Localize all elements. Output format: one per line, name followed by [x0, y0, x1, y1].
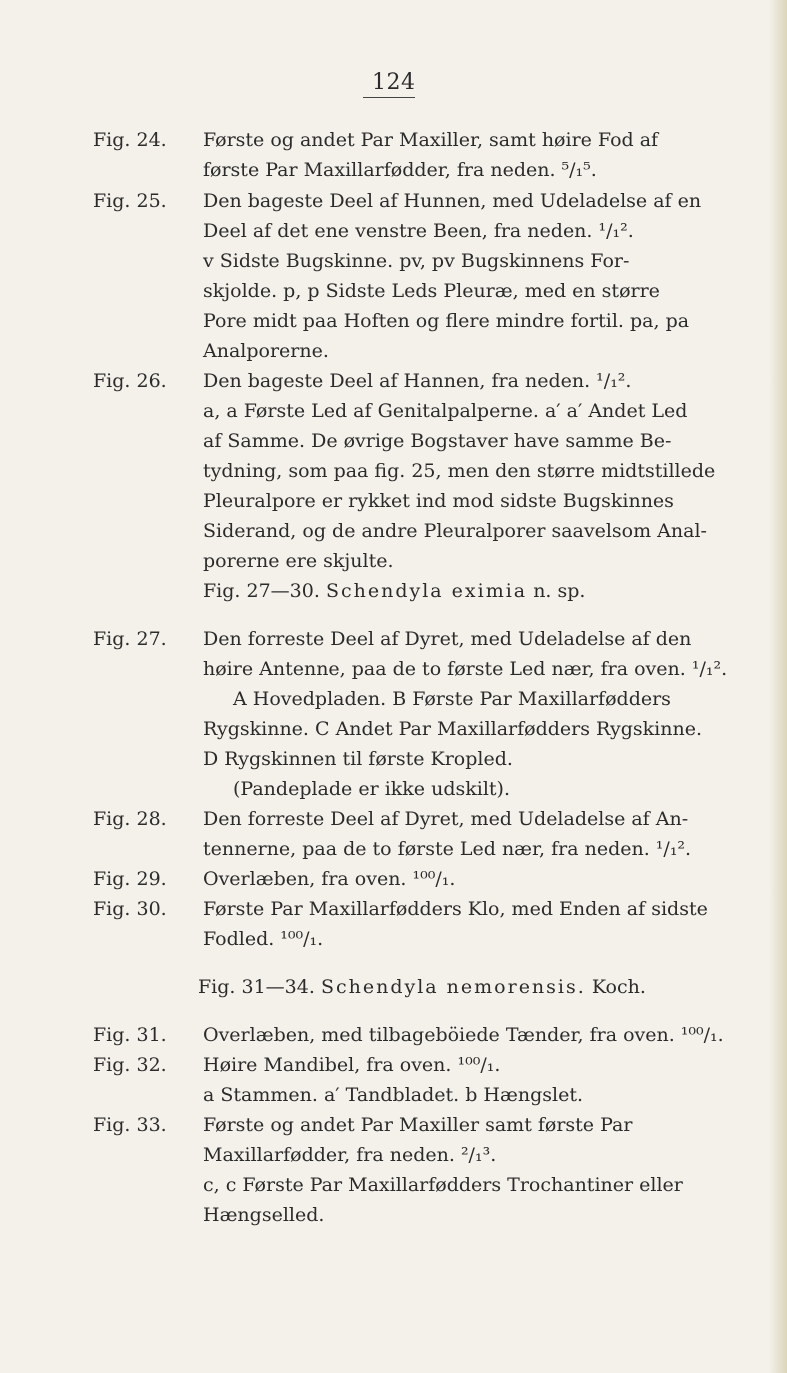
- caption-line: skjolde. p, p Sidste Leds Pleuræ, med en større: [203, 280, 660, 302]
- figure-caption-27: [93, 624, 753, 804]
- section-heading-schendyla-nemorensis: [198, 976, 646, 998]
- caption-line: tennerne, paa de to første Led nær, fra neden. ¹/₁².: [203, 838, 692, 860]
- caption-line: tydning, som paa fig. 25, men den større midtstillede: [203, 460, 716, 482]
- figure-caption-30: [93, 894, 753, 954]
- figure-label: Fig. 27.: [93, 628, 167, 650]
- caption-line: Pore midt paa Hoften og flere mindre fortil. pa, pa: [203, 310, 690, 332]
- caption-line: Maxillarfødder, fra neden. ²/₁³.: [203, 1144, 497, 1166]
- caption-line: Siderand, og de andre Pleuralporer saavelsom Anal-: [203, 520, 707, 542]
- figure-caption-25: [93, 186, 753, 366]
- caption-line: Overlæben, med tilbageböiede Tænder, fra oven. ¹⁰⁰/₁.: [203, 1024, 724, 1046]
- heading-suffix: n. sp.: [533, 580, 586, 602]
- caption-line: Analporerne.: [203, 340, 329, 362]
- caption-line: v Sidste Bugskinne. pv, pv Bugskinnens For-: [203, 250, 630, 272]
- caption-line: Første og andet Par Maxiller, samt høire Fod af: [203, 129, 659, 151]
- figure-label: Fig. 33.: [93, 1114, 167, 1136]
- caption-line: a, a Første Led af Genitalpalperne. a′ a′ Andet Led: [203, 400, 688, 422]
- caption-line: a Stammen. a′ Tandbladet. b Hængslet.: [203, 1084, 584, 1106]
- caption-line: Den bageste Deel af Hunnen, med Udeladelse af en: [203, 190, 702, 212]
- caption-line: A Hovedpladen. B Første Par Maxillarfødders: [233, 688, 671, 710]
- figure-label: Fig. 25.: [93, 190, 167, 212]
- figure-caption-29: [93, 864, 753, 894]
- page-edge-shading: [769, 0, 787, 1373]
- caption-line: Pleuralpore er rykket ind mod sidste Bugskinnes: [203, 490, 674, 512]
- caption-line: Første Par Maxillarfødders Klo, med Enden af sidste: [203, 898, 708, 920]
- caption-line: Den forreste Deel af Dyret, med Udeladelse af An-: [203, 808, 689, 830]
- caption-line: porerne ere skjulte.: [203, 550, 394, 572]
- section-heading-schendyla-eximia: [203, 580, 585, 602]
- heading-prefix: Fig. 31—34.: [198, 976, 315, 998]
- caption-line: Den forreste Deel af Dyret, med Udeladelse af den: [203, 628, 692, 650]
- caption-line: Hængselled.: [203, 1204, 325, 1226]
- figure-label: Fig. 24.: [93, 129, 167, 151]
- heading-species: Schendyla eximia: [325, 580, 528, 602]
- figure-label: Fig. 31.: [93, 1024, 167, 1046]
- heading-prefix: Fig. 27—30.: [203, 580, 320, 602]
- caption-line: Overlæben, fra oven. ¹⁰⁰/₁.: [203, 868, 456, 890]
- figure-caption-32: [93, 1050, 753, 1110]
- figure-caption-24: [93, 125, 753, 185]
- caption-line: c, c Første Par Maxillarfødders Trochantiner eller: [203, 1174, 683, 1196]
- figure-label: Fig. 30.: [93, 898, 167, 920]
- caption-line: høire Antenne, paa de to første Led nær, fra oven. ¹/₁².: [203, 658, 728, 680]
- figure-label: Fig. 26.: [93, 370, 167, 392]
- caption-line: Deel af det ene venstre Been, fra neden. ¹/₁².: [203, 220, 634, 242]
- figure-caption-31: [93, 1020, 753, 1050]
- heading-suffix: Koch.: [591, 976, 646, 998]
- caption-line: Fodled. ¹⁰⁰/₁.: [203, 928, 324, 950]
- figure-label: Fig. 28.: [93, 808, 167, 830]
- caption-line: første Par Maxillarfødder, fra neden. ⁵/₁⁵.: [203, 159, 597, 181]
- caption-line: D Rygskinnen til første Kropled.: [203, 748, 513, 770]
- caption-line: Første og andet Par Maxiller samt første Par: [203, 1114, 633, 1136]
- figure-label: Fig. 32.: [93, 1054, 167, 1076]
- page-number: 124: [372, 70, 416, 95]
- caption-line: Høire Mandibel, fra oven. ¹⁰⁰/₁.: [203, 1054, 501, 1076]
- heading-species: Schendyla nemorensis.: [320, 976, 586, 998]
- figure-caption-28: [93, 804, 753, 864]
- figure-caption-26: [93, 366, 753, 576]
- caption-line: af Samme. De øvrige Bogstaver have samme Be-: [203, 430, 672, 452]
- page-number-rule: [363, 97, 415, 98]
- figure-caption-33: [93, 1110, 753, 1230]
- caption-line: Den bageste Deel af Hannen, fra neden. ¹/₁².: [203, 370, 632, 392]
- caption-line: Rygskinne. C Andet Par Maxillarfødders Rygskinne.: [203, 718, 703, 740]
- caption-line: (Pandeplade er ikke udskilt).: [233, 778, 510, 800]
- figure-label: Fig. 29.: [93, 868, 167, 890]
